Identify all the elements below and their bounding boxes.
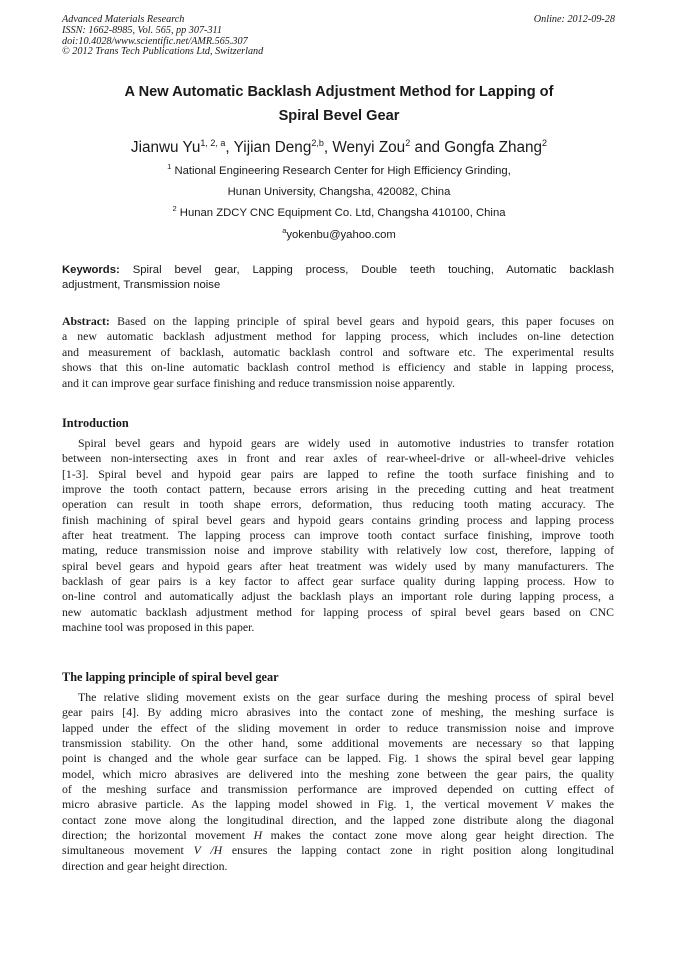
author-name: Wenyi Zou xyxy=(332,139,406,156)
intro-line: after heat treatment. The lapping process can improve tooth contact surface finishing, improve tooth xyxy=(62,528,614,543)
abstract-line: shows that this on-line automatic backlash control method is efficiency and stable in lapping process, xyxy=(62,360,614,375)
principle-line: lapped under the effect of the sliding movement in order to reduce transmission noise and improve xyxy=(62,720,614,735)
intro-line: [1-3]. Spiral bevel and hypoid gear pairs are lapped to refine the tooth surface finishing and to xyxy=(62,466,614,481)
author-list xyxy=(62,137,616,159)
intro-line: finish machining of spiral bevel gears and hypoid gears contains grinding process and lapping process xyxy=(62,512,614,527)
intro-line: on-line control and automatically adjust the backlash plays an important role during lapping process, a xyxy=(62,589,614,604)
abstract-line: a new automatic backlash adjustment method for lapping process, which includes on-line detection xyxy=(62,329,614,344)
principle-text: simultaneous movement xyxy=(62,843,194,858)
paper-title xyxy=(62,80,616,128)
author-sup: 2 xyxy=(405,138,411,148)
abstract-label: Abstract: xyxy=(62,314,110,328)
intro-line: machine tool was proposed in this paper. xyxy=(62,620,255,635)
principle-line: contact zone move along the longitudinal direction, and the lapped zone distribute along the diagonal xyxy=(62,812,614,827)
keywords-line-1 xyxy=(62,263,614,278)
intro-line: spiral bevel gears and hypoid gears after heat treatment was widely used by many manufacturers. The xyxy=(62,558,614,573)
online-date: Online: 2012-09-28 xyxy=(533,14,615,25)
principle-line xyxy=(62,828,614,843)
author-sep: , xyxy=(225,139,234,156)
principle-text: ensures the lapping contact zone in right position along longitudinal xyxy=(222,843,614,858)
abstract-line xyxy=(62,314,614,329)
title-line-1: A New Automatic Backlash Adjustment Method for Lapping of xyxy=(124,84,554,100)
affiliation-1-line-1: National Engineering Research Center for High Efficiency Grinding, xyxy=(174,165,511,177)
copyright: © 2012 Trans Tech Publications Ltd, Switzerland xyxy=(62,46,264,58)
intro-line: Spiral bevel gears and hypoid gears are widely used in automotive industries to transfer rotation xyxy=(78,436,614,450)
intro-line: new automatic backlash adjustment method for lapping process of spiral bevel gears based on CNC xyxy=(62,604,614,619)
variable-h: H xyxy=(253,828,263,843)
journal-name: Advanced Materials Research xyxy=(62,14,185,25)
introduction-heading: Introduction xyxy=(62,416,129,430)
principle-line: The relative sliding movement exists on the gear surface during the meshing process of spiral bevel xyxy=(78,690,614,704)
journal-meta xyxy=(62,15,263,58)
principle-line: model, which micro abrasives are delivered into the meshing zone between the gear pairs, the quality xyxy=(62,766,614,781)
principle-text: micro abrasive particle. As the lapping model showed in Fig. 1, the vertical movement xyxy=(62,797,538,812)
keywords-text-1: Spiral bevel gear, Lapping process, Double teeth touching, Automatic backlash xyxy=(132,264,614,276)
principle-text: makes the contact zone move along gear height direction. The xyxy=(262,828,614,843)
variable-vh: V /H xyxy=(193,843,223,858)
author-sep: and xyxy=(410,139,445,156)
affiliation-2 xyxy=(62,206,616,220)
email xyxy=(62,228,616,242)
principle-line xyxy=(62,797,614,812)
issn: ISSN: 1662-8985, Vol. 565, pp 307-311 xyxy=(62,24,222,36)
abstract-text: Based on the lapping principle of spiral bevel gears and hypoid gears, this paper focuses on xyxy=(117,314,615,328)
keywords-line-2: adjustment, Transmission noise xyxy=(62,279,221,292)
author-sup: 2 xyxy=(542,138,548,148)
author-name: Yijian Deng xyxy=(233,139,312,156)
intro-line: improve the tooth contact pattern, because errors arising in the preceding cutting and heat treatment xyxy=(62,482,614,497)
principle-text: direction; the horizontal movement xyxy=(62,828,254,843)
principle-line: direction and gear height direction. xyxy=(62,858,228,873)
principle-line: point is changed and the whole gear surface can be lapped. Fig. 1 shows the spiral bevel gear lapping xyxy=(62,751,614,766)
keywords-label: Keywords: xyxy=(62,264,120,276)
author-name: Gongfa Zhang xyxy=(444,139,543,156)
variable-v: V xyxy=(545,797,554,812)
doi: doi:10.4028/www.scientific.net/AMR.565.307 xyxy=(62,35,248,47)
principle-paragraph xyxy=(62,690,614,874)
principle-line xyxy=(62,843,614,858)
email-sup: a xyxy=(282,226,287,235)
author-name: Jianwu Yu xyxy=(130,139,201,156)
abstract-line: and it can improve gear surface finishing and reduce transmission noise apparently. xyxy=(62,375,455,390)
email-address: yokenbu@yahoo.com xyxy=(286,229,396,241)
affiliation-1 xyxy=(62,164,616,178)
affiliation-2-sup: 2 xyxy=(172,204,177,213)
principle-heading: The lapping principle of spiral bevel gear xyxy=(62,670,279,684)
principle-text: makes the xyxy=(553,797,615,812)
introduction-paragraph xyxy=(62,436,614,635)
affiliation-1-sup: 1 xyxy=(167,162,172,171)
intro-line: between non-intersecting axes in front and rear axles of rear-wheel-drive or all-wheel-drive vehicles xyxy=(62,451,614,466)
principle-line: gear pairs [4]. By adding micro abrasives into the contact zone of meshing, the meshing surface is xyxy=(62,705,614,720)
intro-line: mating, reduce transmission noise and improve stability with relatively low cost, therefore, lapping of xyxy=(62,543,614,558)
intro-line: operation can result in tooth shape errors, deformation, thus reducing tooth mating accuracy. The xyxy=(62,497,614,512)
affiliation-2-text: Hunan ZDCY CNC Equipment Co. Ltd, Changsha 410100, China xyxy=(179,207,506,219)
author-sup: 1, 2, a xyxy=(200,138,226,148)
abstract-line: and measurement of backlash, automatic backlash control and software etc. The experimental results xyxy=(62,344,614,359)
title-line-2: Spiral Bevel Gear xyxy=(278,108,400,124)
author-sep: , xyxy=(323,139,333,156)
author-sup: 2,b xyxy=(311,138,324,148)
affiliation-1-cont: Hunan University, Changsha, 420082, China xyxy=(227,186,451,198)
principle-line: transmission stability. On the other hand, some additional movements are necessary so that lapping xyxy=(62,736,614,751)
abstract xyxy=(62,314,614,391)
keywords xyxy=(62,263,614,294)
intro-line: backlash of gear pairs is a key factor to affect gear surface quality during lapping process. How to xyxy=(62,574,614,589)
principle-line: of the meshing surface and transmission performance are improved depended on cutting effect of xyxy=(62,782,614,797)
